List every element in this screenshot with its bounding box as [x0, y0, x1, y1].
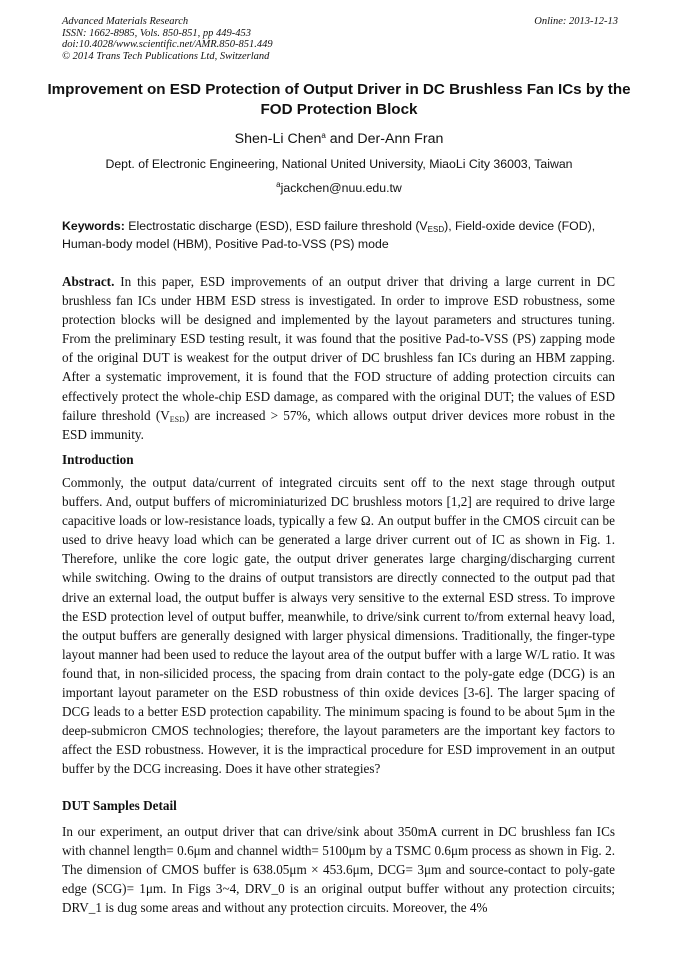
keywords-text-a: Electrostatic discharge (ESD), ESD failure threshold (V: [124, 219, 428, 233]
keywords-text-b: ), Field-oxide device (FOD), Human-body model (HBM), Positive Pad-to-VSS (PS) mode: [62, 219, 596, 251]
copyright-line: © 2014 Trans Tech Publications Ltd, Switzerland: [62, 50, 270, 62]
keywords-sub: ESD: [427, 225, 445, 234]
email-sup: a: [276, 180, 281, 189]
keywords-label: Keywords:: [62, 219, 125, 233]
author-1: Shen-Li Chen: [234, 131, 322, 147]
author-2: Der-Ann Fran: [357, 131, 444, 147]
paper-title: Improvement on ESD Protection of Output Driver in DC Brushless Fan ICs by the FOD Protection Block: [47, 81, 631, 118]
abstract-text-b: ) are increased > 57%, which allows output driver devices more robust in the ESD immunity.: [62, 407, 615, 442]
abstract-sub: ESD: [169, 414, 185, 424]
author-separator: and: [325, 131, 358, 147]
journal-name: Advanced Materials Research: [62, 16, 189, 27]
abstract-label: Abstract.: [62, 274, 115, 289]
author-line: [40, 131, 638, 147]
email-line: [40, 181, 638, 195]
abstract-text-a: In this paper, ESD improvements of an output driver that driving a large current in DC brushless fan ICs under HBM ESD stress is investigated. In order to improve ESD robustness, some protection blocks will be designed and implemented by the layout parameters and structures tuning. From the preliminary ESD testing result, it was found that the positive Pad-to-VSS (PS) zapping mode of the original DUT is weakest for the output driver of DC brushless fan ICs during an HBM zapping. After a systematic improvement, it is found that the FOD structure of adding protection circuits can effectively protect the whole-chip ESD damage, as compared with the original DUT; the values of ESD failure threshold (V: [62, 274, 615, 423]
dut-heading: DUT Samples Detail: [62, 798, 177, 813]
journal-header: [62, 16, 618, 62]
email-address[interactable]: jackchen@nuu.edu.tw: [280, 181, 402, 195]
keywords: [62, 217, 614, 253]
affiliation: Dept. of Electronic Engineering, National United University, MiaoLi City 36003, Taiwan: [105, 157, 573, 171]
author-1-sup: a: [321, 131, 326, 140]
introduction-heading: Introduction: [62, 452, 134, 467]
dut-text: In our experiment, an output driver that can drive/sink about 350mA current in DC brushless fan ICs with channel length= 0.6μm and channel width= 5100μm by a TSMC 0.6μm process as shown in Fig. 2. The dimension of CMOS buffer is 638.05μm × 453.6μm, DCG= 3μm and source-contact to poly-gate edge (SCG)= 1μm. In Figs 3~4, DRV_0 is an original output buffer without any protection circuits; DRV_1 is dug some areas and without any protection circuits. Moreover, the 4%: [62, 824, 615, 916]
online-date: Online: 2013-12-13: [534, 16, 618, 27]
doi-line[interactable]: doi:10.4028/www.scientific.net/AMR.850-851.449: [62, 39, 273, 50]
issn-line: ISSN: 1662-8985, Vols. 850-851, pp 449-453: [62, 27, 251, 39]
introduction-text: Commonly, the output data/current of integrated circuits sent off to the next stage through output buffers. And, output buffers of microminiaturized DC brushless motors [1,2] are required to drive large capacitive loads or low-resistance loads, typically a few Ω. An output buffer in the CMOS circuit can be used to drive heavy load which can be generated a large driver current out of IC as shown in Fig. 1. Therefore, unlike the core logic gate, the output driver generates large charging/discharging current while switching. Owing to the drains of output transistors are directly connected to the output pad that drive an external load, the output buffer is always very sensitive to the external ESD stress. To improve the ESD protection level of output buffer, meanwhile, to drive/sink current to/from external heavy load, the output buffers are generally designed with larger physical dimensions. Traditionally, the finger-type layout manner had been used to reduce the layout area of the output buffer with a large W/L ratio. It was found that, in non-silicided process, the spacing from drain contact to the poly-gate edge (DCG) is an important layout parameter on the ESD robustness of thin oxide devices [3-6]. The larger spacing of DCG leads to a better ESD protection capability. The minimum spacing is found to be about 5μm in the deep-submicron CMOS technologies; therefore, the layout parameters are the important key factors to affect the ESD robustness. However, it is the impractical procedure for ESD improvement in an output buffer by the DCG increasing. Does it have other strategies?: [62, 475, 615, 777]
abstract: [62, 272, 615, 444]
